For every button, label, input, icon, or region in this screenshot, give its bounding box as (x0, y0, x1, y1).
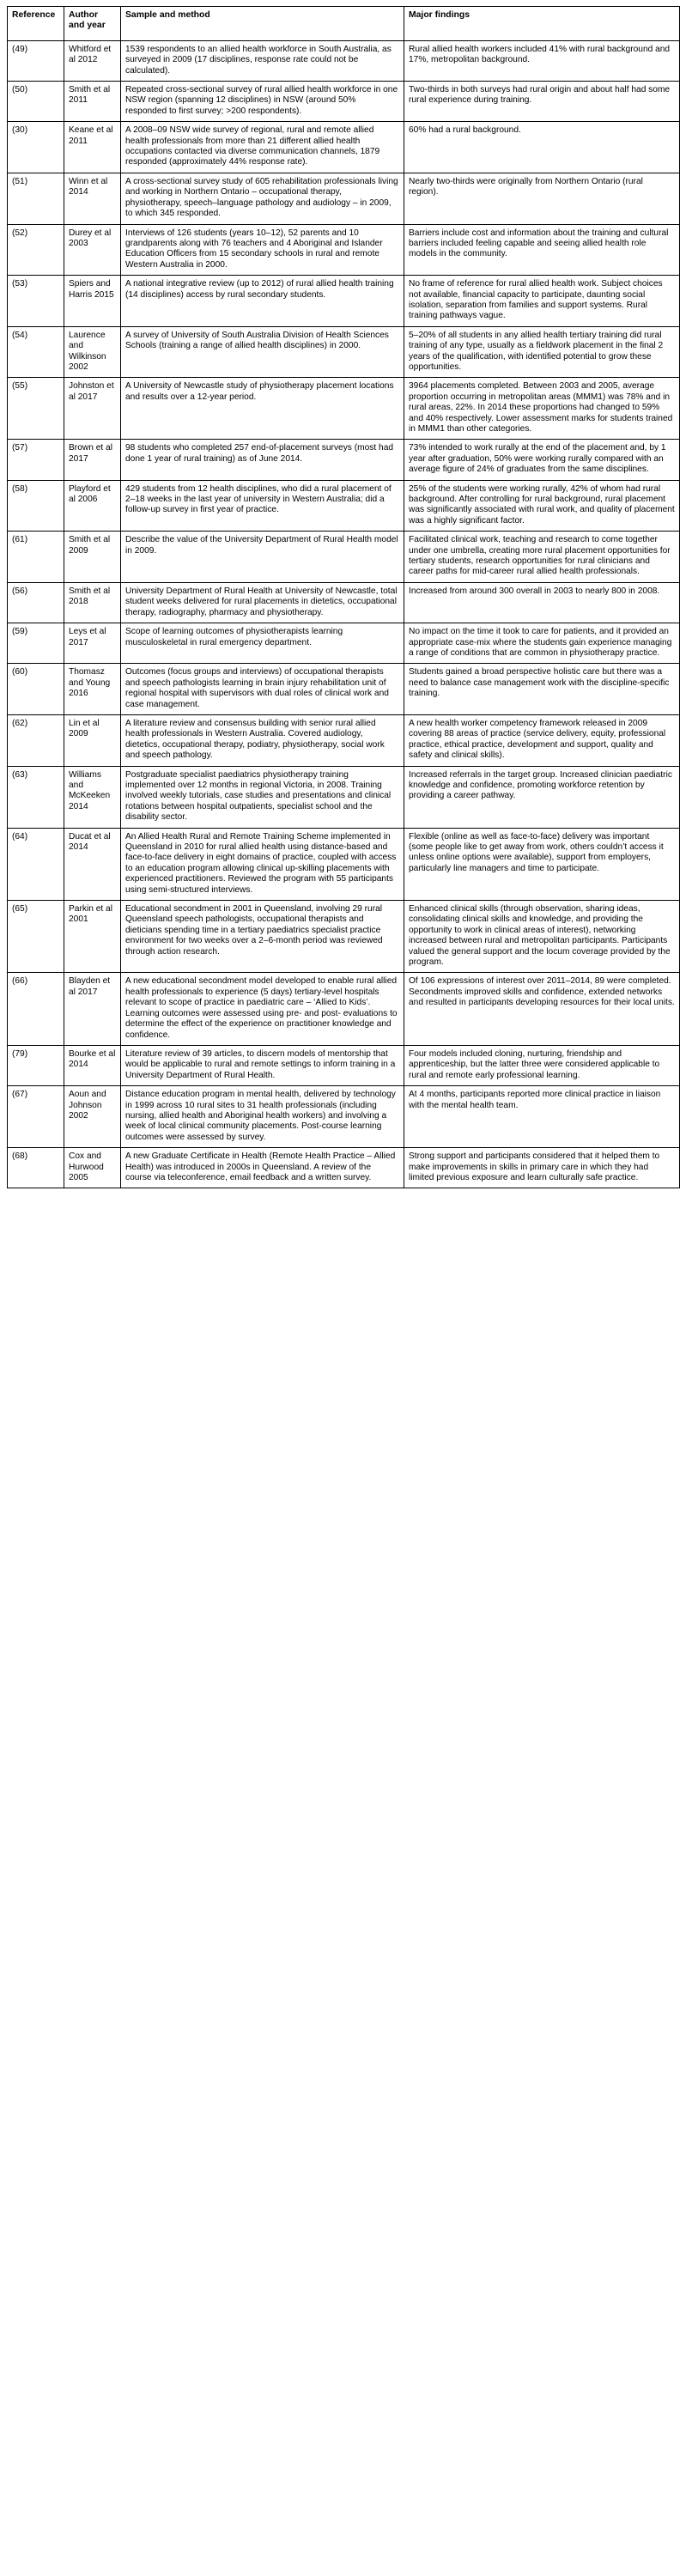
sample-method-cell: Outcomes (focus groups and interviews) of occupational therapists and speech pathologists learning in brain injury rehabilitation unit of regional hospital with supervisors with dual roles of clinical work and case management. (121, 664, 404, 715)
author-year-cell: Spiers and Harris 2015 (64, 276, 121, 327)
sample-method-cell: Postgraduate specialist paediatrics physiotherapy training implemented over 12 months in regional Victoria, in 2008. Training involved weekly tutorials, case studies and presentations and clinical rotations between hospital outpatients, specialist school and the disability sector. (121, 766, 404, 828)
sample-method-cell: A new Graduate Certificate in Health (Remote Health Practice – Allied Health) was introduced in 2000s in Queensland. A review of the course via teleconference, email feedback and a written survey. (121, 1148, 404, 1188)
major-findings-cell: Students gained a broad perspective holistic care but there was a need to balance case management work with the discipline-specific training. (404, 664, 680, 715)
table-row (8, 766, 680, 828)
author-year-cell: Aoun and Johnson 2002 (64, 1086, 121, 1148)
author-year-cell: Johnston et al 2017 (64, 378, 121, 440)
reference-cell: (30) (8, 122, 64, 173)
table-row (8, 623, 680, 664)
reference-cell: (67) (8, 1086, 64, 1148)
table-row (8, 224, 680, 276)
major-findings-cell: 5–20% of all students in any allied health tertiary training did rural training of any type, usually as a fieldwork placement in the final 2 years of the qualification, with identified potential to grow these opportunities. (404, 326, 680, 378)
table-row (8, 1148, 680, 1188)
major-findings-cell: Rural allied health workers included 41% with rural background and 17%, metropolitan background. (404, 40, 680, 81)
sample-method-cell: Distance education program in mental health, delivered by technology in 1999 across 10 rural sites to 31 health professionals (including nursing, allied health and Aboriginal health workers) and involving a week of local clinical community placements. Post-course learning outcomes were assessed by survey. (121, 1086, 404, 1148)
sample-method-cell: An Allied Health Rural and Remote Training Scheme implemented in Queensland in 2010 for rural allied health using distance-based and face-to-face delivery in eight domains of practice, coupled with access to an education program allowing clinical up-skilling placements with experienced practitioners. Reviewed the program with 55 participants using semi-structured interviews. (121, 828, 404, 900)
table-row (8, 173, 680, 224)
table-row (8, 828, 680, 900)
sample-method-cell: A literature review and consensus building with senior rural allied health professionals in Western Australia. Covered audiology, dietetics, occupational therapy, podiatry, physiotherapy, social work and speech pathology. (121, 714, 404, 766)
major-findings-cell: Nearly two-thirds were originally from Northern Ontario (rural region). (404, 173, 680, 224)
author-year-cell: Lin et al 2009 (64, 714, 121, 766)
author-year-cell: Whitford et al 2012 (64, 40, 121, 81)
reference-cell: (54) (8, 326, 64, 378)
major-findings-cell: 73% intended to work rurally at the end of the placement and, by 1 year after graduation, 50% were working rurally compared with an average figure of 24% of graduates from the same disciplines. (404, 440, 680, 480)
reference-cell: (62) (8, 714, 64, 766)
sample-method-cell: University Department of Rural Health at University of Newcastle, total student weeks delivered for rural placements in dietetics, occupational therapy, radiography, pharmacy and physiotherapy. (121, 582, 404, 623)
table-row (8, 1045, 680, 1085)
sample-method-cell: Interviews of 126 students (years 10–12), 52 parents and 10 grandparents along with 76 teachers and 4 Aboriginal and Islander Education Officers from 15 secondary schools in rural and remote Western Australia in 2000. (121, 224, 404, 276)
table-row (8, 664, 680, 715)
sample-method-cell: Educational secondment in 2001 in Queensland, involving 29 rural Queensland speech pathologists, occupational therapists and dieticians spending time in a tertiary paediatrics specialist practice environment for two weeks over a 2–6-month period was reviewed through action research. (121, 901, 404, 973)
sample-method-cell: Describe the value of the University Department of Rural Health model in 2009. (121, 532, 404, 583)
major-findings-cell: Increased referrals in the target group. Increased clinician paediatric knowledge and confidence, promoting workforce retention by providing a career pathway. (404, 766, 680, 828)
column-header-reference: Reference (8, 7, 64, 41)
major-findings-cell: At 4 months, participants reported more clinical practice in liaison with the mental health team. (404, 1086, 680, 1148)
major-findings-cell: No impact on the time it took to care for patients, and it provided an appropriate case-mix where the students gain experience managing a range of conditions that are common in physiotherapy practice. (404, 623, 680, 664)
sample-method-cell: A University of Newcastle study of physiotherapy placement locations and results over a 12-year period. (121, 378, 404, 440)
table-row (8, 901, 680, 973)
table-header (8, 7, 680, 41)
major-findings-cell: Facilitated clinical work, teaching and research to come together under one umbrella, creating more rural placement opportunities for tertiary students, research opportunities for rural clinicians and career paths for mid-career rural allied health professionals. (404, 532, 680, 583)
author-year-cell: Smith et al 2011 (64, 82, 121, 122)
table-row (8, 440, 680, 480)
author-year-cell: Parkin et al 2001 (64, 901, 121, 973)
major-findings-cell: Two-thirds in both surveys had rural origin and about half had some rural experience during training. (404, 82, 680, 122)
reference-cell: (59) (8, 623, 64, 664)
table-row (8, 973, 680, 1045)
major-findings-cell: Enhanced clinical skills (through observation, sharing ideas, consolidating clinical skills and knowledge, and providing the opportunity to work in clinical areas of interest), networking increased between rural and metropolitan participants. Participants valued the general support and the locum coverage provided by the program. (404, 901, 680, 973)
reference-cell: (50) (8, 82, 64, 122)
major-findings-cell: Barriers include cost and information about the training and cultural barriers included feeling capable and seeing allied health role models in the community. (404, 224, 680, 276)
author-year-cell: Durey et al 2003 (64, 224, 121, 276)
reference-cell: (60) (8, 664, 64, 715)
author-year-cell: Keane et al 2011 (64, 122, 121, 173)
literature-review-table (7, 6, 680, 1188)
major-findings-cell: Strong support and participants considered that it helped them to make improvements in skills in primary care in which they had limited previous exposure and learn culturally safe practice. (404, 1148, 680, 1188)
table-row (8, 714, 680, 766)
reference-cell: (79) (8, 1045, 64, 1085)
author-year-cell: Leys et al 2017 (64, 623, 121, 664)
table-row (8, 40, 680, 81)
table-page (0, 0, 686, 1195)
author-year-cell: Williams and McKeeken 2014 (64, 766, 121, 828)
reference-cell: (63) (8, 766, 64, 828)
author-year-cell: Blayden et al 2017 (64, 973, 121, 1045)
table-row (8, 1086, 680, 1148)
sample-method-cell: 98 students who completed 257 end-of-placement surveys (most had done 1 year of rural training) as of June 2014. (121, 440, 404, 480)
major-findings-cell: Increased from around 300 overall in 2003 to nearly 800 in 2008. (404, 582, 680, 623)
major-findings-cell: A new health worker competency framework released in 2009 covering 88 areas of practice (service delivery, equity, professional practice, ethical practice, development and support, quality and safety and clinical skills). (404, 714, 680, 766)
major-findings-cell: Of 106 expressions of interest over 2011–2014, 89 were completed. Secondments improved skills and confidence, extended networks and resulted in participants developing resources for their local units. (404, 973, 680, 1045)
sample-method-cell: A cross-sectional survey study of 605 rehabilitation professionals living and working in Northern Ontario – occupational therapy, physiotherapy, speech–language pathology and audiology – in 2009, to which 345 responded. (121, 173, 404, 224)
table-body (8, 40, 680, 1188)
author-year-cell: Winn et al 2014 (64, 173, 121, 224)
author-year-cell: Thomasz and Young 2016 (64, 664, 121, 715)
column-header-major-findings: Major findings (404, 7, 680, 41)
reference-cell: (49) (8, 40, 64, 81)
reference-cell: (52) (8, 224, 64, 276)
author-year-cell: Brown et al 2017 (64, 440, 121, 480)
table-row (8, 122, 680, 173)
table-row (8, 582, 680, 623)
sample-method-cell: 429 students from 12 health disciplines, who did a rural placement of 2–18 weeks in the last year of university in Western Australia; did a follow-up survey in first year of practice. (121, 480, 404, 532)
table-row (8, 276, 680, 327)
major-findings-cell: Four models included cloning, nurturing, friendship and apprenticeship, but the latter three were considered applicable to rural and remote early professional learning. (404, 1045, 680, 1085)
sample-method-cell: A survey of University of South Australia Division of Health Sciences Schools (training a range of allied health disciplines) in 2000. (121, 326, 404, 378)
table-row (8, 532, 680, 583)
table-header-row (8, 7, 680, 41)
sample-method-cell: Repeated cross-sectional survey of rural allied health workforce in one NSW region (spanning 12 disciplines) in NSW (around 50% responded to first survey; >200 respondents). (121, 82, 404, 122)
author-year-cell: Smith et al 2018 (64, 582, 121, 623)
reference-cell: (65) (8, 901, 64, 973)
table-row (8, 480, 680, 532)
table-row (8, 326, 680, 378)
column-header-author-year: Author and year (64, 7, 121, 41)
reference-cell: (57) (8, 440, 64, 480)
major-findings-cell: 25% of the students were working rurally, 42% of whom had rural background. After controlling for rural background, rural placement was significantly associated with rural work, and quality of placement was a highly significant factor. (404, 480, 680, 532)
sample-method-cell: 1539 respondents to an allied health workforce in South Australia, as surveyed in 2009 (17 disciplines, response rate could not be calculated). (121, 40, 404, 81)
reference-cell: (64) (8, 828, 64, 900)
reference-cell: (61) (8, 532, 64, 583)
sample-method-cell: Literature review of 39 articles, to discern models of mentorship that would be applicable to rural and remote settings to inform training in a University Department of Rural Health. (121, 1045, 404, 1085)
reference-cell: (56) (8, 582, 64, 623)
reference-cell: (66) (8, 973, 64, 1045)
major-findings-cell: No frame of reference for rural allied health work. Subject choices not available, financial capacity to participate, daunting social isolation, separation from families and support systems. Rural training pathways vague. (404, 276, 680, 327)
major-findings-cell: 3964 placements completed. Between 2003 and 2005, average proportion occurring in metropolitan areas (MMM1) was 78% and in rural areas, 22%. In 2014 these proportions had changed to 59% and 40% respectively. Lower assessment marks for students trained in MMM1 than other categories. (404, 378, 680, 440)
author-year-cell: Smith et al 2009 (64, 532, 121, 583)
author-year-cell: Playford et al 2006 (64, 480, 121, 532)
table-row (8, 378, 680, 440)
reference-cell: (58) (8, 480, 64, 532)
author-year-cell: Bourke et al 2014 (64, 1045, 121, 1085)
author-year-cell: Cox and Hurwood 2005 (64, 1148, 121, 1188)
sample-method-cell: Scope of learning outcomes of physiotherapists learning musculoskeletal in rural emergency department. (121, 623, 404, 664)
reference-cell: (68) (8, 1148, 64, 1188)
author-year-cell: Ducat et al 2014 (64, 828, 121, 900)
author-year-cell: Laurence and Wilkinson 2002 (64, 326, 121, 378)
sample-method-cell: A new educational secondment model developed to enable rural allied health professionals to experience (5 days) tertiary-level hospitals relevant to scope of practice in paediatric care – ‘Allied to Kids’. Learning outcomes were assessed using pre- and post- evaluations to determine the effect of the experience on practitioner knowledge and confidence. (121, 973, 404, 1045)
major-findings-cell: 60% had a rural background. (404, 122, 680, 173)
major-findings-cell: Flexible (online as well as face-to-face) delivery was important (some people like to get away from work, others couldn’t access it unless online options were available), support from employers, particularly line managers and time to participate. (404, 828, 680, 900)
sample-method-cell: A national integrative review (up to 2012) of rural allied health training (14 disciplines) access by rural secondary students. (121, 276, 404, 327)
reference-cell: (53) (8, 276, 64, 327)
column-header-sample-method: Sample and method (121, 7, 404, 41)
reference-cell: (51) (8, 173, 64, 224)
reference-cell: (55) (8, 378, 64, 440)
sample-method-cell: A 2008–09 NSW wide survey of regional, rural and remote allied health professionals from more than 21 different allied health occupations contacted via diverse communication channels, 1879 responded (approximately 44% response rate). (121, 122, 404, 173)
table-row (8, 82, 680, 122)
